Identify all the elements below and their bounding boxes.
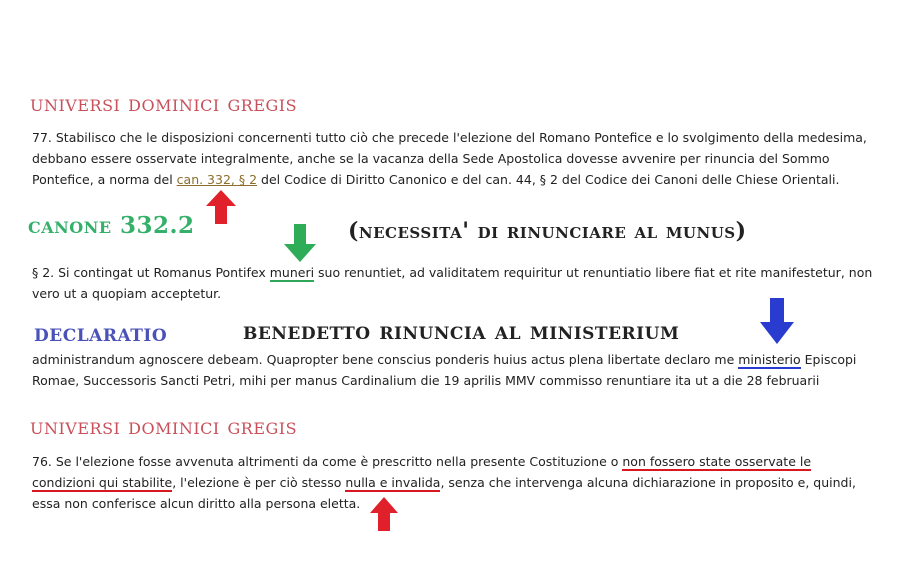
article-76-line-2 [32,472,902,493]
article-77-line-3 [32,169,902,190]
declaratio-heading: declaratio [34,318,168,347]
non-osservate-highlight: non fossero state osservate le [622,454,812,469]
arrow-up-red-icon [370,497,398,531]
article-77-line-2: debbano essere osservate integralmente, anche se la vacanza della Sede Apostolica dovesse avvenire per rinuncia del Sommo [32,151,830,166]
canon-332-line-1 [32,262,902,283]
arrow-down-blue-icon [760,298,794,344]
declaratio-line-1-start: administrandum agnoscere debeam. Quapropter bene conscius ponderis huius actus plena libertate declaro me [32,352,739,367]
article-76-line-2-mid: , l'elezione è per ciò stesso [172,475,346,490]
article-76-line-1 [32,451,902,472]
canon-332-reference-link[interactable]: can. 332, § 2 [176,172,258,187]
declaratio-line-2: Romae, Successoris Sancti Petri, mihi per manus Cardinalium die 19 aprilis MMV commisso renuntiare ita ut a die 28 februarii [32,373,820,388]
muneri-highlight: muneri [269,265,315,280]
article-77-line-3-start: Pontefice, a norma del [32,172,177,187]
article-77-line-1: 77. Stabilisco che le disposizioni concernenti tutto ciò che precede l'elezione del Romano Pontefice e lo svolgimento della medesima, [32,130,867,145]
article-76-line-1-start: 76. Se l'elezione fosse avvenuta altrimenti da come è prescritto nella presente Costituzione o [32,454,623,469]
munus-annotation: (necessita' di rinunciare al munus) [348,218,747,244]
ministerium-annotation: benedetto rinuncia al ministerium [243,316,680,345]
article-76-line-3: essa non conferisce alcun diritto alla persona eletta. [32,496,361,511]
arrow-down-green-icon [284,224,316,262]
universi-dominici-gregis-heading-1: universi dominici gregis [30,91,298,117]
article-77-line-3-end: del Codice di Diritto Canonico e del can. 44, § 2 del Codice dei Canoni delle Chiese Orientali. [257,172,840,187]
universi-dominici-gregis-heading-2: universi dominici gregis [30,414,298,440]
declaratio-line-1-end: Episcopi [800,352,857,367]
article-77-paragraph [32,127,902,190]
canon-332-line-2: vero ut a quopiam acceptetur. [32,286,222,301]
condizioni-highlight: condizioni qui stabilite [32,475,173,490]
declaratio-line-1 [32,349,902,370]
nulla-e-invalida-highlight: nulla e invalida [345,475,441,490]
canon-332-line-1-start: § 2. Si contingat ut Romanus Pontifex [32,265,270,280]
arrow-up-red-icon [206,190,236,224]
article-76-paragraph [32,451,902,514]
ministerio-highlight: ministerio [738,352,801,367]
canone-332-heading: canone 332.2 [28,212,195,239]
article-76-line-2-end: , senza che intervenga alcuna dichiarazione in proposito e, quindi, [440,475,856,490]
declaratio-paragraph [32,349,902,391]
canon-332-line-1-end: suo renuntiet, ad validitatem requiritur ut renuntiatio libere fiat et rite manifestetur, non [314,265,873,280]
